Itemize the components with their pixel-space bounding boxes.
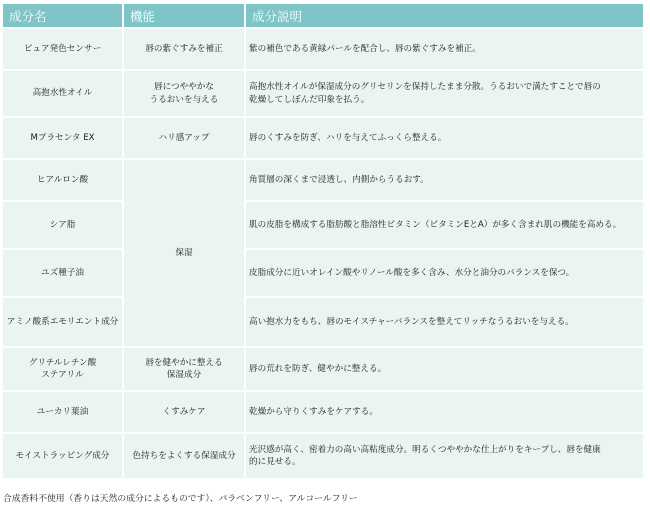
ingredient-description	[246, 29, 643, 71]
ingredient-function	[124, 71, 246, 118]
ingredient-name-line: ピュア発色センサー	[23, 43, 102, 54]
header-function: 機能	[124, 4, 246, 29]
function-line: 保湿成分	[166, 370, 202, 380]
table-row	[3, 392, 643, 434]
ingredient-name	[3, 202, 124, 250]
function-line: ハリ感アップ	[158, 132, 210, 143]
ingredient-description	[246, 348, 643, 392]
ingredient-name	[3, 118, 124, 160]
ingredient-function-merged	[124, 160, 246, 348]
table-row	[3, 29, 643, 71]
description-line: 肌の皮脂を構成する脂肪酸と脂溶性ビタミン（ビタミンEとA）が多く含まれ肌の機能を高める。	[249, 219, 622, 230]
ingredient-name	[3, 250, 124, 298]
ingredient-table	[3, 4, 643, 480]
ingredient-description	[246, 118, 643, 160]
description-line: 皮脂成分に近いオレイン酸やリノール酸を多く含み、水分と油分のバランスを保つ。	[249, 267, 575, 278]
description-line: 高抱水性オイルが保湿成分のグリセリンを保持したまま分散。うるおいで満たすことで唇の	[249, 82, 601, 92]
ingredient-description	[246, 250, 643, 298]
function-line: 保湿	[175, 247, 193, 258]
ingredient-function	[124, 348, 246, 392]
ingredient-description	[246, 298, 643, 348]
description-line: 唇の荒れを防ぎ、健やかに整える。	[249, 363, 387, 374]
description-line: 的に見せる。	[249, 457, 301, 467]
description-line: 乾燥してしぼんだ印象を払う。	[249, 94, 370, 105]
ingredient-name-line: モイストラッピング成分	[15, 450, 110, 461]
function-line: 唇につややかな	[154, 82, 214, 92]
table-row	[3, 298, 643, 348]
ingredient-name-line: ヒアルロン酸	[36, 174, 89, 185]
description-line: 唇のくすみを防ぎ、ハリを与えてふっくら整える。	[249, 132, 447, 143]
function-line: 色持ちをよくする保湿成分	[132, 450, 236, 461]
ingredient-description	[246, 71, 643, 118]
ingredient-name	[3, 29, 124, 71]
header-description: 成分説明	[246, 4, 643, 29]
ingredient-name	[3, 392, 124, 434]
description-line: 高い抱水力をもち、唇のモイスチャーバランスを整えてリッチなうるおいを与える。	[249, 316, 574, 327]
ingredient-name-line: シア脂	[49, 219, 76, 230]
ingredient-name-line: ステアリル	[41, 370, 84, 380]
table-row	[3, 71, 643, 118]
ingredient-name-line: Mプラセンタ EX	[30, 132, 95, 143]
ingredient-name-line: アミノ酸系エモリエント成分	[6, 316, 119, 327]
table-row	[3, 434, 643, 480]
ingredient-function	[124, 434, 246, 480]
function-line: くすみケア	[162, 406, 206, 417]
ingredient-name-line: グリチルレチン酸	[28, 357, 97, 368]
ingredient-function	[124, 118, 246, 160]
table-row	[3, 202, 643, 250]
description-line: 光沢感が高く、密着力の高い高粘度成分。明るくつややかな仕上がりをキープし、唇を健康	[249, 444, 601, 455]
footnote: 合成香料不使用（香りは天然の成分によるものです）、パラベンフリー、アルコールフリー	[3, 494, 358, 504]
ingredient-name	[3, 298, 124, 348]
ingredient-function	[124, 29, 246, 71]
table-row	[3, 160, 643, 202]
table-row	[3, 250, 643, 298]
function-line: 唇の紫ぐすみを補正	[145, 43, 223, 54]
table-row	[3, 118, 643, 160]
ingredient-name	[3, 71, 124, 118]
ingredient-name	[3, 348, 124, 392]
ingredient-name	[3, 434, 124, 480]
description-line: 角質層の深くまで浸透し、内側からうるおす。	[249, 174, 429, 185]
ingredient-name-line: 高抱水性オイル	[32, 88, 93, 99]
table-row	[3, 348, 643, 392]
description-line: 乾燥から守りくすみをケアする。	[249, 406, 378, 417]
ingredient-name-line: ユーカリ葉油	[36, 406, 89, 417]
function-line: 唇を健やかに整える	[145, 357, 223, 368]
header-ingredient-name: 成分名	[3, 4, 124, 29]
description-line: 紫の補色である黄緑パールを配合し、唇の紫ぐすみを補正。	[249, 43, 481, 54]
ingredient-description	[246, 434, 643, 480]
function-line: うるおいを与える	[149, 94, 219, 105]
ingredient-description	[246, 160, 643, 202]
table-header-row	[3, 4, 643, 29]
ingredient-function	[124, 392, 246, 434]
ingredient-name	[3, 160, 124, 202]
ingredient-name-line: ユズ種子油	[41, 267, 84, 278]
ingredient-description	[246, 202, 643, 250]
ingredient-description	[246, 392, 643, 434]
